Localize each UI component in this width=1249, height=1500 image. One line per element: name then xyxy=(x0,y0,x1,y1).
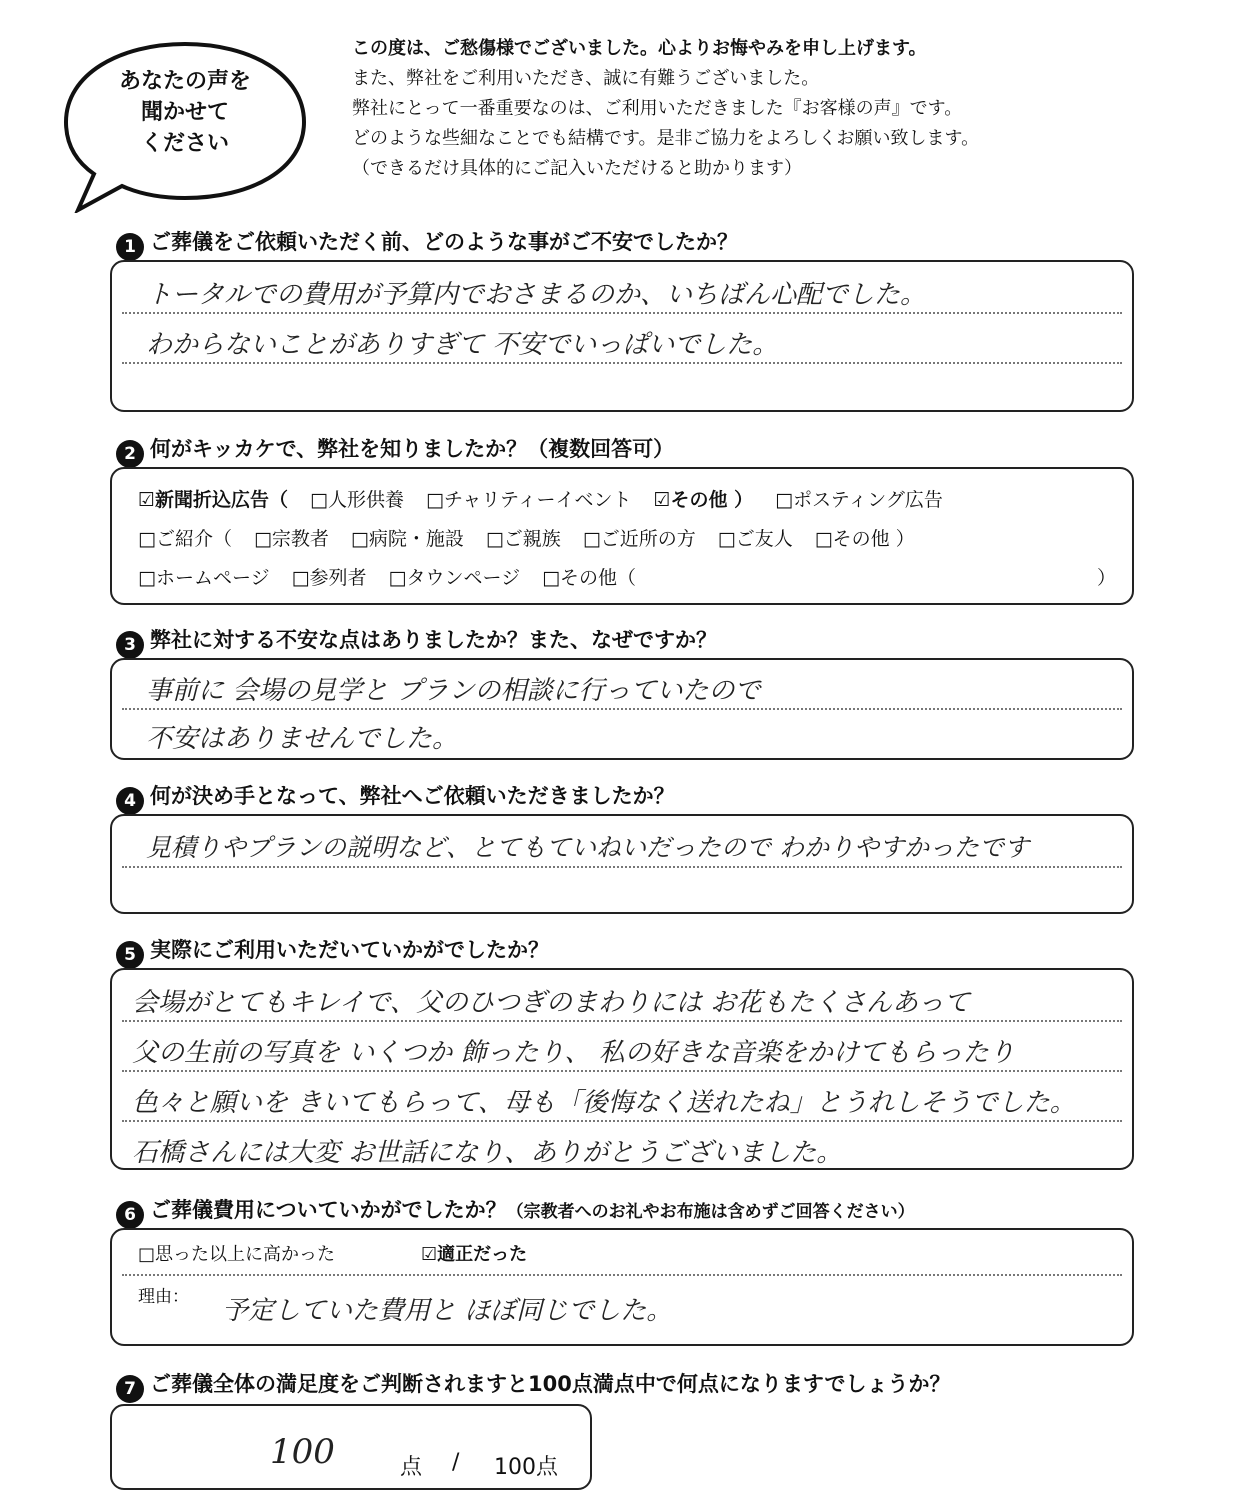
dotted-line xyxy=(122,1070,1122,1072)
score-slash: / xyxy=(452,1450,460,1475)
handwritten-answer: トータルでの費用が予算内でおさまるのか、いちばん心配でした。 xyxy=(146,280,927,310)
question-1-title xyxy=(116,226,738,261)
option[interactable]: □その他 ） xyxy=(814,528,915,550)
option[interactable]: □ポスティング広告 xyxy=(775,489,943,511)
question-number: 5 xyxy=(116,941,144,969)
intro-line: この度は、ご愁傷様でございました。心よりお悔やみを申し上げます。 xyxy=(352,38,927,59)
option[interactable]: □病院・施設 xyxy=(350,528,464,550)
question-3-title xyxy=(116,624,717,659)
question-4-title xyxy=(116,780,675,815)
question-text: ご葬儀費用についていかがでしたか？ xyxy=(150,1198,507,1222)
option[interactable]: □その他（ xyxy=(542,567,637,589)
question-text: ご葬儀全体の満足度をご判断されますと100点満点中で何点になりますでしょうか？ xyxy=(150,1372,951,1396)
dotted-line xyxy=(122,708,1122,710)
score-box xyxy=(110,1404,592,1490)
options-row xyxy=(138,485,965,512)
option[interactable]: □ご親族 xyxy=(485,528,561,550)
handwritten-answer: 見積りやプランの説明など、とてもていねいだったので わかりやすかったです xyxy=(146,833,1029,862)
question-7-title xyxy=(116,1368,950,1403)
option[interactable]: □ご近所の方 xyxy=(582,528,696,550)
options-row xyxy=(138,1240,549,1266)
handwritten-answer: 事前に 会場の見学と プランの相談に行っていたので xyxy=(146,676,761,706)
dotted-line xyxy=(122,362,1122,364)
option[interactable]: □ホームページ xyxy=(138,567,270,589)
question-text: 何が決め手となって、弊社へご依頼いただきましたか？ xyxy=(150,784,675,808)
dotted-line xyxy=(122,312,1122,314)
option[interactable]: □ご紹介（ xyxy=(138,528,232,550)
question-2-title xyxy=(116,433,674,468)
dotted-line xyxy=(122,866,1122,868)
option[interactable]: □参列者 xyxy=(291,567,367,589)
option-checked[interactable]: ☑適正だった xyxy=(421,1244,528,1265)
handwritten-answer: わからないことがありすぎて 不安でいっぱいでした。 xyxy=(146,330,779,360)
bubble-line: 聞かせて xyxy=(140,100,229,125)
question-text: 何がキッカケで、弊社を知りましたか？（複数回答可） xyxy=(150,437,675,461)
handwritten-score: 100 xyxy=(270,1432,335,1472)
question-number: 2 xyxy=(116,440,144,468)
handwritten-answer: 色々と願いを きいてもらって、母も「後悔なく送れたね」とうれしそうでした。 xyxy=(132,1088,1076,1118)
options-row xyxy=(138,563,658,590)
handwritten-answer: 不安はありませんでした。 xyxy=(146,724,459,754)
answer-box-5 xyxy=(110,968,1134,1170)
question-number: 7 xyxy=(116,1375,144,1403)
bubble-line: あなたの声を xyxy=(118,69,251,94)
intro-text xyxy=(352,34,1212,184)
option[interactable]: □ご友人 xyxy=(717,528,793,550)
option-checked[interactable]: ☑新聞折込広告（ xyxy=(138,489,289,511)
option[interactable]: □人形供養 xyxy=(310,489,404,511)
handwritten-answer: 父の生前の写真を いくつか 飾ったり、 私の好きな音楽をかけてもらったり xyxy=(132,1038,1015,1068)
answer-box-2 xyxy=(110,467,1134,605)
question-text: ご葬儀をご依頼いただく前、どのような事がご不安でしたか？ xyxy=(150,230,738,254)
question-6-title xyxy=(116,1194,915,1229)
question-number: 3 xyxy=(116,631,144,659)
reason-label: 理由： xyxy=(138,1287,189,1307)
question-number: 6 xyxy=(116,1201,144,1229)
option[interactable]: □タウンページ xyxy=(388,567,521,589)
score-unit: 点 xyxy=(400,1455,423,1480)
handwritten-reason: 予定していた費用と ほぼ同じでした。 xyxy=(222,1296,673,1326)
answer-box-6 xyxy=(110,1228,1134,1346)
question-text: 弊社に対する不安な点はありましたか？また、なぜですか？ xyxy=(150,628,717,652)
answer-box-4 xyxy=(110,814,1134,914)
option[interactable]: □チャリティーイベント xyxy=(426,489,632,511)
intro-line: （できるだけ具体的にご記入いただけると助かります） xyxy=(352,158,802,179)
intro-line: また、弊社をご利用いただき、誠に有難うございました。 xyxy=(352,68,820,89)
dotted-line xyxy=(122,1020,1122,1022)
option-checked[interactable]: ☑その他 ） xyxy=(653,489,754,511)
answer-box-1 xyxy=(110,260,1134,412)
intro-line: 弊社にとって一番重要なのは、ご利用いただきました『お客様の声』です。 xyxy=(352,98,963,119)
question-number: 4 xyxy=(116,787,144,815)
question-text: 実際にご利用いただいていかがでしたか？ xyxy=(150,938,549,962)
intro-line: どのような些細なことでも結構です。是非ご協力をよろしくお願い致します。 xyxy=(352,128,980,149)
bubble-line: ください xyxy=(140,131,229,156)
speech-bubble xyxy=(60,38,310,213)
options-row xyxy=(138,524,937,551)
question-note: （宗教者へのお礼やお布施は含めずご回答ください） xyxy=(506,1202,915,1222)
dotted-line xyxy=(122,1274,1122,1276)
question-5-title xyxy=(116,934,549,969)
paren-close: ） xyxy=(1097,567,1117,589)
handwritten-answer: 会場がとてもキレイで、父のひつぎのまわりには お花もたくさんあって xyxy=(132,988,970,1018)
dotted-line xyxy=(122,1120,1122,1122)
answer-box-3 xyxy=(110,658,1134,760)
score-max: 100点 xyxy=(494,1455,558,1480)
option[interactable]: □宗教者 xyxy=(253,528,329,550)
question-number: 1 xyxy=(116,233,144,261)
option[interactable]: □思った以上に高かった xyxy=(138,1244,336,1265)
handwritten-answer: 石橋さんには大変 お世話になり、ありがとうございました。 xyxy=(132,1138,843,1168)
